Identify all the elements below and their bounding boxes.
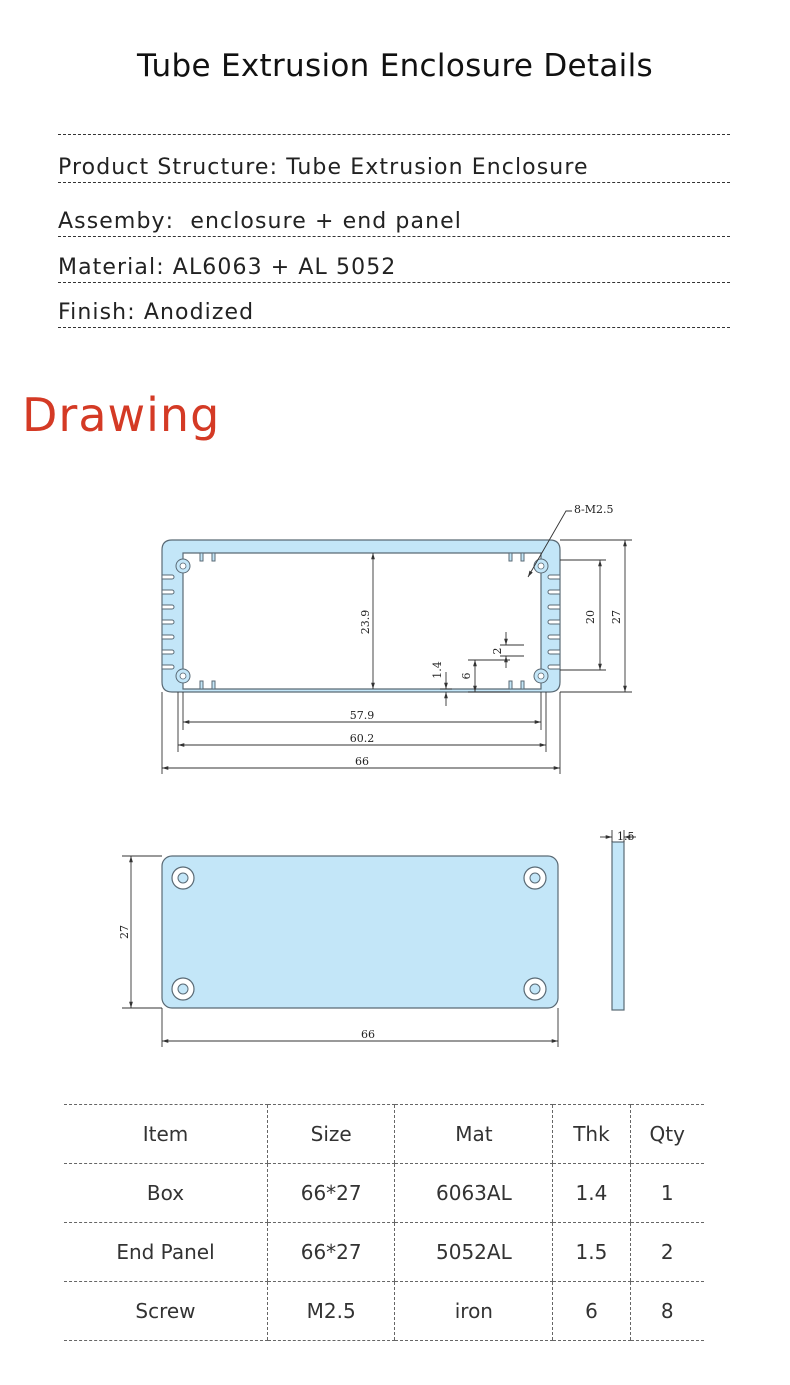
end-panel-side-view [612, 842, 624, 1010]
table-header-cell: Thk [553, 1105, 630, 1164]
technical-drawing [0, 490, 790, 1070]
screw-callout-label: 8-M2.5 [574, 503, 614, 516]
table-cell: M2.5 [267, 1282, 394, 1341]
slot-width-label: 2 [491, 647, 504, 655]
table-cell: 1.5 [553, 1223, 630, 1282]
table-cell: End Panel [64, 1223, 267, 1282]
outer-width-label: 66 [355, 755, 369, 768]
table-header-cell: Size [267, 1105, 394, 1164]
table-cell: Screw [64, 1282, 267, 1341]
table-row [64, 1164, 704, 1223]
wall-thickness-label: 1.4 [431, 661, 444, 679]
panel-height-label: 27 [118, 925, 131, 939]
table-cell: 5052AL [395, 1223, 553, 1282]
table-header-row [64, 1105, 704, 1164]
table-cell: 1.4 [553, 1164, 630, 1223]
spec-label: Material [58, 255, 157, 280]
inner-width-label: 57.9 [349, 709, 375, 722]
parts-table [64, 1104, 704, 1341]
table-cell: 1 [630, 1164, 704, 1223]
table-cell: 6063AL [395, 1164, 553, 1223]
table-header-cell: Mat [395, 1105, 553, 1164]
end-panel-front-view [162, 856, 558, 1008]
spec-row-finish [58, 299, 730, 328]
slot-width-outer-label: 60.2 [349, 732, 375, 745]
spec-separator: : [269, 155, 279, 180]
table-cell: 2 [630, 1223, 704, 1282]
inner-height-label: 23.9 [359, 609, 372, 635]
table-header-cell: Qty [630, 1105, 704, 1164]
spec-separator: : [127, 300, 136, 325]
page-title: Tube Extrusion Enclosure Details [137, 48, 653, 84]
slot-spacing-label: 20 [584, 610, 597, 624]
slot-offset-label: 6 [460, 672, 473, 680]
table-row [64, 1223, 704, 1282]
spec-top-divider [58, 134, 730, 135]
spec-row-product-structure [58, 154, 730, 183]
spec-value: AL6063 + AL 5052 [172, 255, 397, 280]
spec-value: Anodized [143, 300, 255, 325]
outer-height-label: 27 [610, 610, 623, 624]
table-cell: 66*27 [267, 1164, 394, 1223]
table-cell: 8 [630, 1282, 704, 1341]
table-header-cell: Item [64, 1105, 267, 1164]
spec-value: Tube Extrusion Enclosure [286, 155, 589, 180]
table-row [64, 1282, 704, 1341]
spec-label: Assemby [58, 209, 166, 234]
spec-row-assembly [58, 208, 730, 237]
table-cell: 6 [553, 1282, 630, 1341]
spec-value: enclosure + end panel [190, 209, 462, 234]
drawing-heading: Drawing [22, 388, 221, 442]
spec-row-material [58, 254, 730, 283]
panel-thickness-label: 1.5 [617, 830, 635, 843]
table-cell: Box [64, 1164, 267, 1223]
spec-separator: : [156, 255, 165, 280]
spec-label: Finish [58, 300, 128, 325]
spec-separator: : [165, 209, 175, 234]
table-cell: 66*27 [267, 1223, 394, 1282]
spec-label: Product Structure [58, 155, 270, 180]
panel-width-label: 66 [361, 1028, 375, 1041]
table-cell: iron [395, 1282, 553, 1341]
